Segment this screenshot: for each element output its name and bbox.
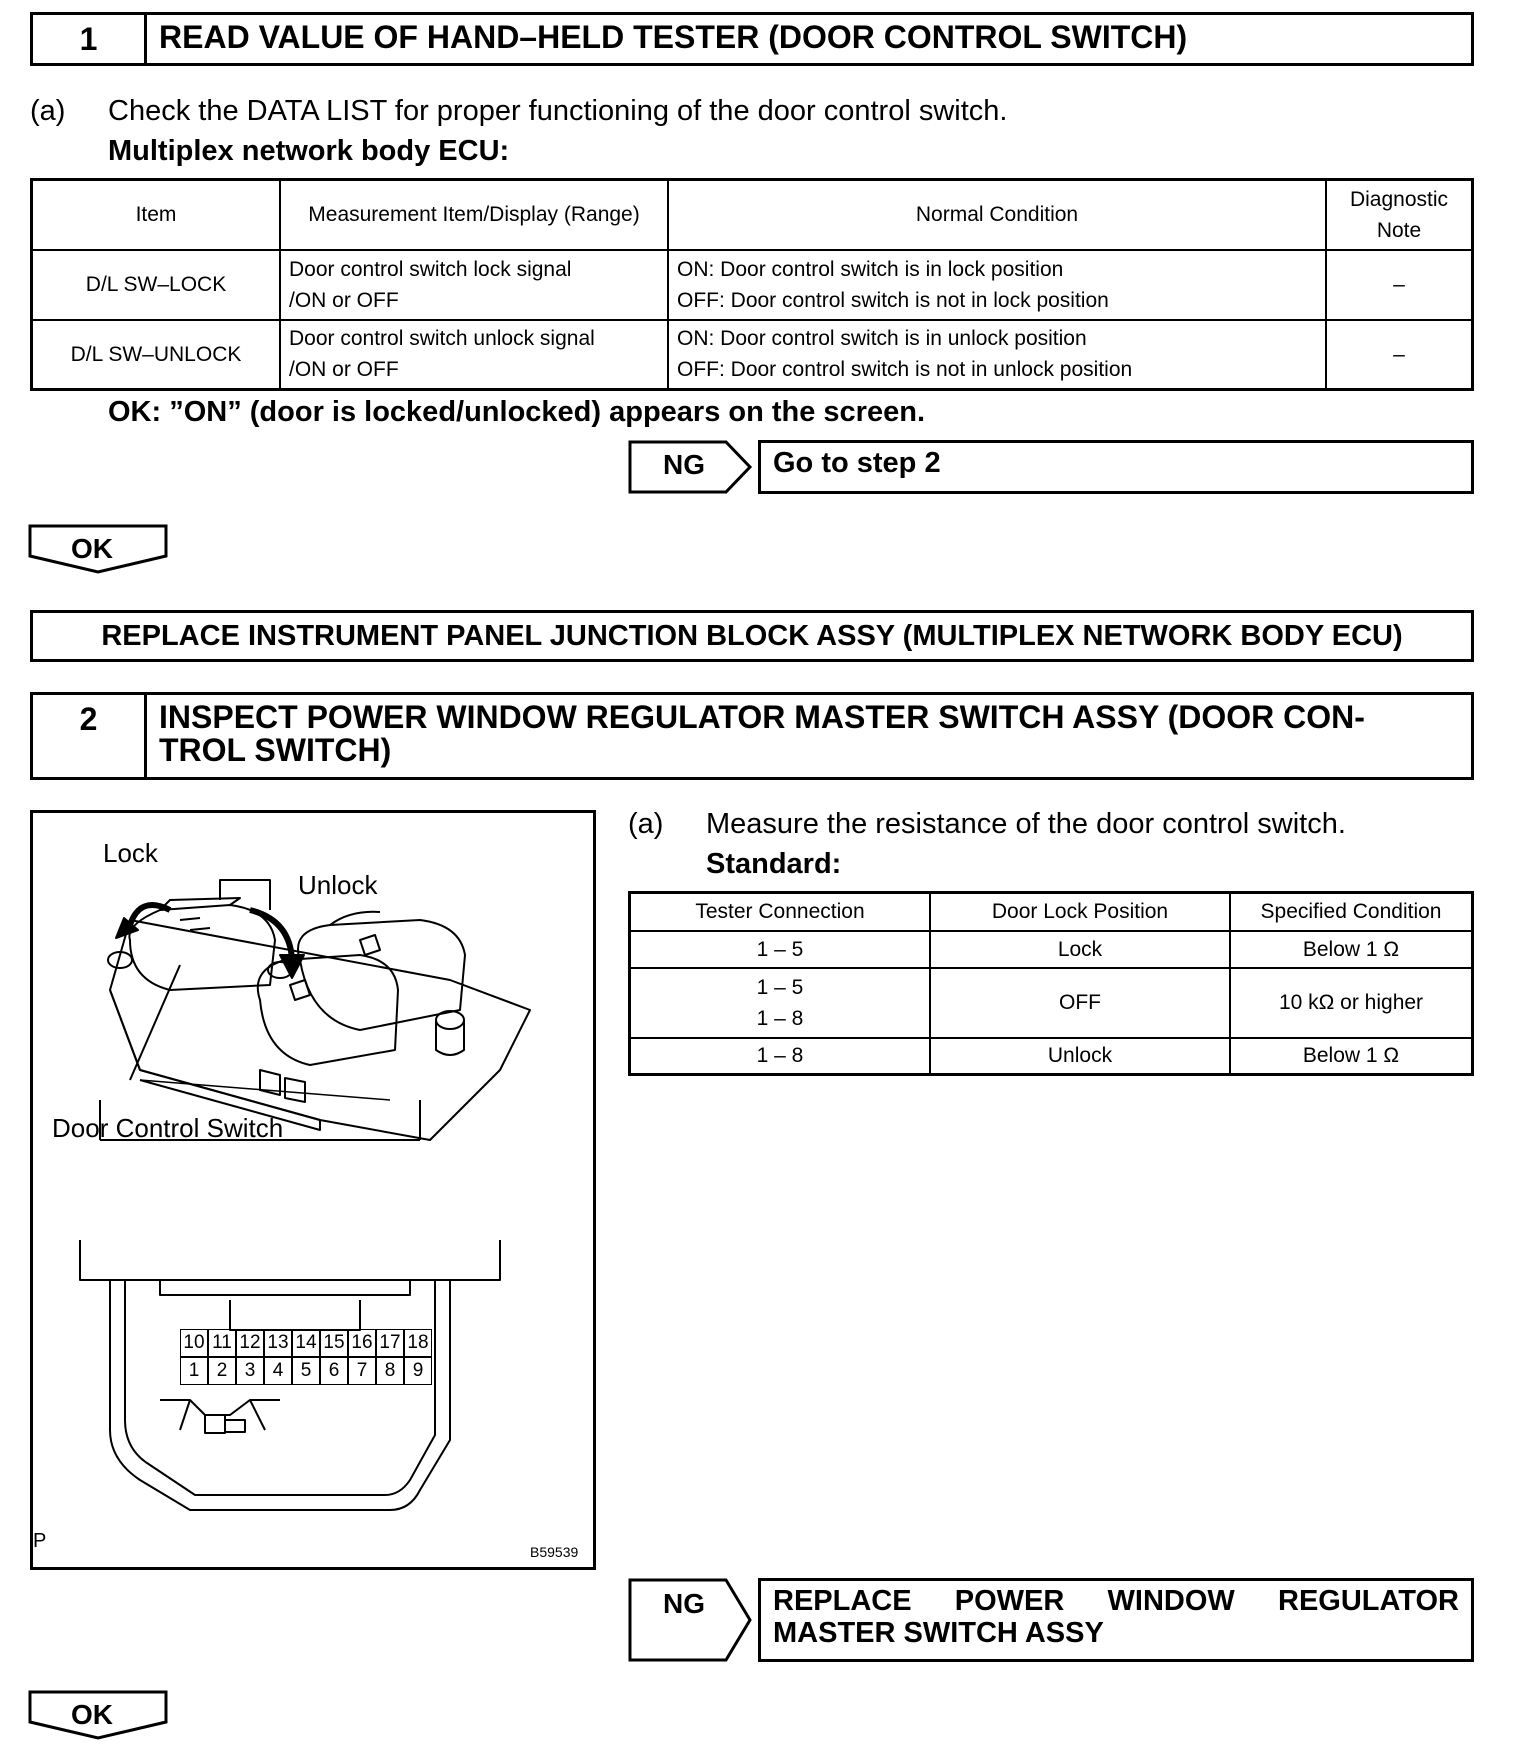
row-condition: Below 1 Ω: [1230, 1038, 1473, 1075]
row-position: Lock: [930, 931, 1230, 968]
connector-pin: 3: [236, 1357, 264, 1385]
measurement-line: Door control switch unlock signal: [289, 327, 595, 351]
step1-header: [30, 12, 1474, 66]
connector-pin: 11: [208, 1329, 236, 1357]
row-position: OFF: [930, 968, 1230, 1038]
step1-title: READ VALUE OF HAND–HELD TESTER (DOOR CONTROL SWITCH): [159, 19, 1188, 55]
header-normal-condition: Normal Condition: [668, 180, 1326, 250]
header-note: Note: [1376, 218, 1422, 242]
connector-pin: 17: [376, 1329, 404, 1357]
ok-label-step2: OK: [71, 1699, 113, 1730]
connection-line: 1 – 8: [756, 1006, 804, 1030]
resistance-header-row: [630, 893, 1473, 931]
step2-sub-a-marker: (a): [628, 808, 664, 840]
row-note: –: [1326, 320, 1473, 390]
row-position: Unlock: [930, 1038, 1230, 1075]
connector-pin: 5: [292, 1357, 320, 1385]
connector-pin: 13: [264, 1329, 292, 1357]
connector-pin: 2: [208, 1357, 236, 1385]
ng-target-step2-line1: REPLACE POWER WINDOW REGULATOR: [773, 1585, 1459, 1617]
table-row: [630, 968, 1473, 1038]
ng-target-step2-line2: MASTER SWITCH ASSY: [773, 1617, 1104, 1649]
step2-sub-a-text: Measure the resistance of the door control switch.: [706, 808, 1346, 840]
step1-sub-a-text: Check the DATA LIST for proper functioning of the door control switch.: [108, 95, 1008, 127]
step1-ok-criteria: OK: ”ON” (door is locked/unlocked) appears on the screen.: [108, 396, 925, 428]
row-measurement: [280, 320, 668, 390]
connector-pin: 6: [320, 1357, 348, 1385]
data-list-header-row: [32, 180, 1473, 250]
condition-on: ON: Door control switch is in lock position: [677, 257, 1064, 281]
step1-sub-a-marker: (a): [30, 95, 66, 127]
table-row: [32, 250, 1473, 320]
unlock-label: Unlock: [298, 870, 378, 900]
ng-target-step1: Go to step 2: [758, 440, 1474, 494]
step2-number: 2: [33, 695, 147, 777]
standard-label: Standard:: [706, 848, 842, 880]
step1-ecu-label: Multiplex network body ECU:: [108, 135, 510, 167]
row-condition: [668, 320, 1326, 390]
row-item: D/L SW–UNLOCK: [32, 320, 281, 390]
condition-off: OFF: Door control switch is not in unlock position: [677, 358, 1133, 382]
door-control-switch-label: Door Control Switch: [52, 1113, 284, 1143]
pin-row-top: [180, 1329, 432, 1357]
row-note: –: [1326, 250, 1473, 320]
step2-title-line2: TROL SWITCH): [159, 732, 392, 768]
row-connection: [630, 968, 931, 1038]
header-tester-connection: Tester Connection: [630, 893, 931, 931]
pin-row-bottom: [180, 1357, 432, 1385]
ok-label-step1: OK: [71, 533, 113, 564]
lock-label: Lock: [103, 838, 158, 868]
replace-junction-block-box: REPLACE INSTRUMENT PANEL JUNCTION BLOCK ASSY (MULTIPLEX NETWORK BODY ECU): [30, 610, 1474, 662]
connector-pin: 18: [404, 1329, 432, 1357]
condition-on: ON: Door control switch is in unlock position: [677, 327, 1087, 351]
step2-header: [30, 692, 1474, 780]
row-item: D/L SW–LOCK: [32, 250, 281, 320]
row-condition: [668, 250, 1326, 320]
switch-diagram: [30, 810, 596, 1570]
table-row: [32, 320, 1473, 390]
data-list-table: [30, 178, 1474, 391]
connector-pin: 9: [404, 1357, 432, 1385]
header-measurement: Measurement Item/Display (Range): [280, 180, 668, 250]
header-diagnostic: Diagnostic: [1349, 187, 1449, 211]
connector-pin: 12: [236, 1329, 264, 1357]
connector-pin: 10: [180, 1329, 208, 1357]
connector-pin: 14: [292, 1329, 320, 1357]
connection-line: 1 – 5: [756, 975, 804, 999]
step2-title: [147, 695, 1471, 777]
ng-label-step1: NG: [663, 449, 705, 480]
measurement-line: Door control switch lock signal: [289, 257, 572, 281]
connector-pin: 8: [376, 1357, 404, 1385]
table-row: [630, 931, 1473, 968]
connector-pin: 16: [348, 1329, 376, 1357]
connector-pin: 7: [348, 1357, 376, 1385]
row-connection: 1 – 5: [630, 931, 931, 968]
connector-pin-grid: [180, 1329, 432, 1385]
row-measurement: [280, 250, 668, 320]
diagram-corner-mark: P: [33, 1530, 47, 1552]
table-row: [630, 1038, 1473, 1075]
condition-off: OFF: Door control switch is not in lock position: [677, 288, 1109, 312]
row-condition: Below 1 Ω: [1230, 931, 1473, 968]
header-specified-condition: Specified Condition: [1230, 893, 1473, 931]
step2-title-line1: INSPECT POWER WINDOW REGULATOR MASTER SWITCH ASSY (DOOR CON-: [159, 699, 1365, 735]
step1-number: 1: [33, 15, 147, 63]
row-condition: 10 kΩ or higher: [1230, 968, 1473, 1038]
measurement-range: /ON or OFF: [289, 358, 399, 382]
row-connection: 1 – 8: [630, 1038, 931, 1075]
measurement-range: /ON or OFF: [289, 288, 399, 312]
header-door-lock-position: Door Lock Position: [930, 893, 1230, 931]
resistance-table: [628, 891, 1474, 1076]
header-item: Item: [32, 180, 281, 250]
ng-target-step2: [758, 1578, 1474, 1662]
figure-code: B59539: [530, 1544, 579, 1560]
ng-label-step2: NG: [663, 1588, 705, 1619]
connector-pin: 15: [320, 1329, 348, 1357]
header-diagnostic-note: [1326, 180, 1473, 250]
connector-pin: 1: [180, 1357, 208, 1385]
connector-pin: 4: [264, 1357, 292, 1385]
